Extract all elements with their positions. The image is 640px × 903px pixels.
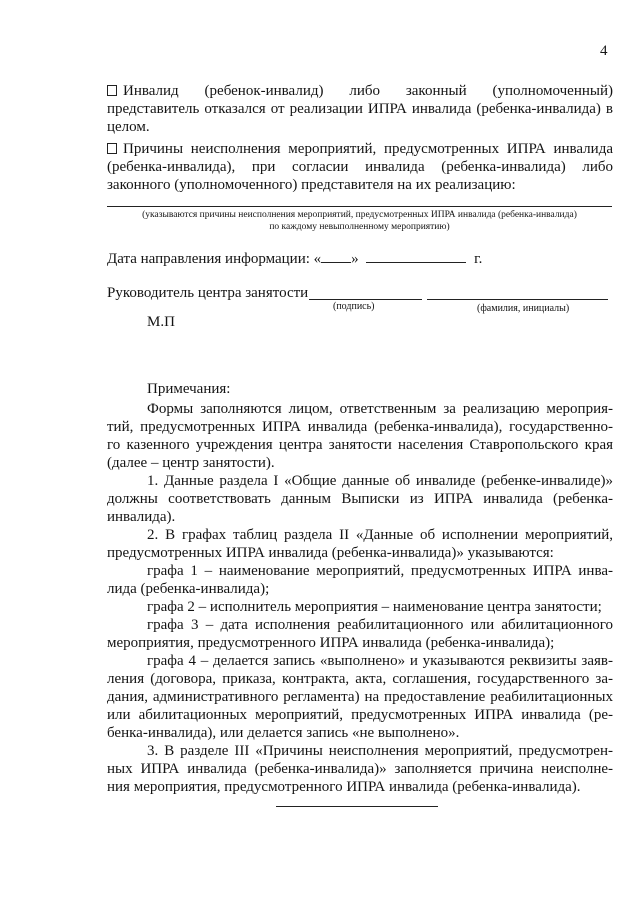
stamp-label: М.П: [147, 314, 175, 330]
note-paragraph: [107, 526, 613, 562]
reasons-hint: (указываются причины неисполнения мероприятий, предусмотренных ИПРА инвалида (ребенка-инвалида) по каждому невыполненному мероприятию): [142, 210, 577, 232]
reasons-fill-line[interactable]: [107, 206, 612, 207]
text-line: лида (ребенка-инвалида);: [107, 581, 270, 597]
text-line: дания, административного регламента) на предоставление реабилитационных: [107, 689, 613, 705]
text-line: 1. Данные раздела I «Общие данные об инвалиде (ребенке-инвалиде)»: [147, 473, 613, 489]
text-line: бенка-инвалида), или делается запись «не выполнено».: [107, 725, 460, 741]
date-line: Дата направления информации: « » г.: [107, 251, 483, 267]
notes-heading: Примечания:: [147, 381, 231, 397]
text-line: графа 2 – исполнитель мероприятия – наименование центра занятости;: [147, 599, 602, 615]
text-line: го казенного учреждения центра занятости населения Ставропольского края: [107, 437, 613, 453]
signature-field[interactable]: [309, 299, 422, 300]
text-line: (далее – центр занятости).: [107, 455, 275, 471]
text-line: 3. В разделе III «Причины неисполнения мероприятий, предусмотрен-: [147, 743, 613, 759]
text-line: ных ИПРА инвалида (ребенка-инвалида)» заполняется причина неисполне-: [107, 761, 613, 777]
text-line: тий, предусмотренных ИПРА инвалида (ребенка-инвалида), государственно-: [107, 419, 613, 435]
checkbox[interactable]: [107, 143, 117, 154]
option-refusal: [107, 82, 613, 136]
note-paragraph: [107, 472, 613, 526]
note-paragraph: [107, 742, 613, 796]
text-line: инвалида).: [107, 509, 176, 525]
text-line: Причины неисполнения мероприятий, предусмотренных ИПРА инвалида: [107, 140, 613, 158]
date-label: Дата направления информации: «: [107, 251, 322, 267]
name-caption: (фамилия, инициалы): [477, 303, 570, 314]
text-line: Инвалид (ребенок-инвалид) либо законный (уполномоченный): [107, 82, 613, 100]
text-line: предусмотренных ИПРА инвалида (ребенка-инвалида)» указываются:: [107, 545, 554, 561]
text-line: ния мероприятия, предусмотренного ИПРА инвалида (ребенка-инвалида).: [107, 779, 581, 795]
note-paragraph: [107, 400, 613, 472]
checkbox[interactable]: [107, 85, 117, 96]
text-line: графа 1 – наименование мероприятий, предусмотренных ИПРА инва-: [147, 563, 613, 579]
page-number: 4: [600, 43, 608, 59]
name-field[interactable]: [427, 299, 608, 300]
text-line: 2. В графах таблиц раздела II «Данные об исполнении мероприятий,: [147, 527, 613, 543]
text-line: должны соответствовать данным Выписки из ИПРА инвалида (ребенка-: [107, 491, 613, 507]
option-reasons: [107, 140, 613, 194]
signature-label: Руководитель центра занятости: [107, 285, 309, 301]
text-line: Формы заполняются лицом, ответственным за реализацию мероприя-: [147, 401, 613, 417]
text-line: графа 4 – делается запись «выполнено» и указываются реквизиты заяв-: [147, 653, 613, 669]
text-line: целом.: [107, 119, 150, 135]
text-line: ления (договора, приказа, контракта, акта, соглашения, государственного за-: [107, 671, 613, 687]
closing-rule: [276, 806, 438, 807]
text-line: (ребенка-инвалида), при согласии инвалида (ребенка-инвалида) либо: [107, 159, 613, 175]
note-paragraph: [107, 652, 613, 742]
text-line: мероприятия, предусмотренного ИПРА инвалида (ребенка-инвалида);: [107, 635, 555, 651]
note-paragraph: [107, 616, 613, 652]
text-line: представитель отказался от реализации ИПРА инвалида (ребенка-инвалида) в: [107, 101, 613, 117]
text-line: или абилитационных мероприятий, предусмотренных ИПРА инвалида (ре-: [107, 707, 613, 723]
date-month-field[interactable]: [366, 250, 466, 263]
text-line: законного (уполномоченного) представителя на их реализацию:: [107, 177, 516, 193]
note-paragraph: [107, 562, 613, 598]
signature-caption: (подпись): [333, 301, 375, 312]
text-line: графа 3 – дата исполнения реабилитационного или абилитационного: [147, 617, 613, 633]
date-day-field[interactable]: [321, 250, 351, 263]
note-paragraph: [107, 598, 613, 616]
